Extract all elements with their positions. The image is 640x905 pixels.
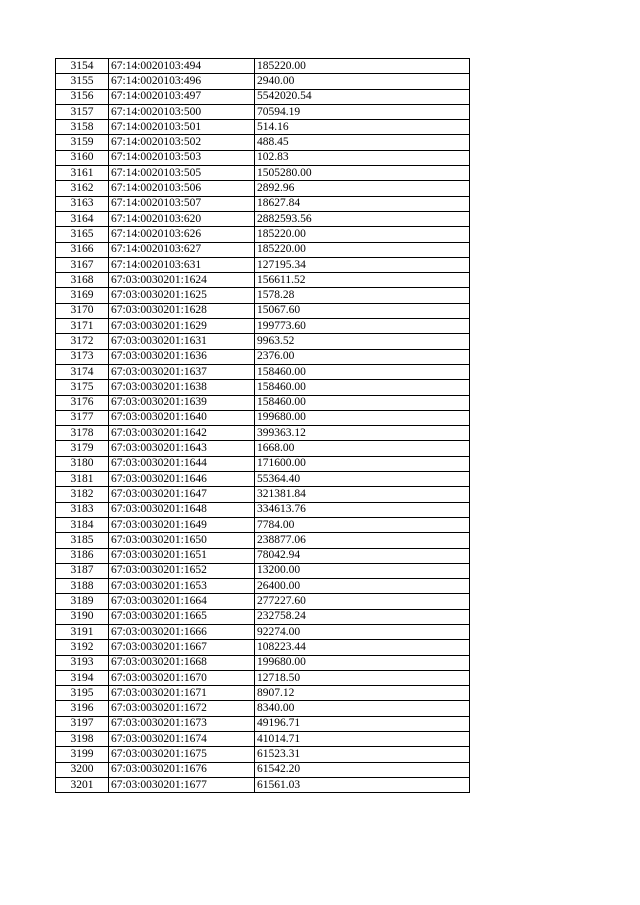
cadastral-number-cell: 67:14:0020103:620 [109, 211, 255, 226]
cadastral-number-cell: 67:14:0020103:502 [109, 135, 255, 150]
row-number-cell: 3175 [56, 380, 109, 395]
row-number-cell: 3181 [56, 472, 109, 487]
value-cell: 5542020.54 [255, 89, 470, 104]
cadastral-number-cell: 67:03:0030201:1670 [109, 670, 255, 685]
table-body [56, 59, 470, 793]
row-number-cell: 3161 [56, 166, 109, 181]
row-number-cell: 3169 [56, 288, 109, 303]
table-row [56, 732, 470, 747]
cadastral-number-cell: 67:03:0030201:1643 [109, 441, 255, 456]
table-row [56, 686, 470, 701]
value-cell: 158460.00 [255, 380, 470, 395]
cadastral-number-cell: 67:03:0030201:1647 [109, 487, 255, 502]
table-row [56, 227, 470, 242]
row-number-cell: 3199 [56, 747, 109, 762]
row-number-cell: 3172 [56, 334, 109, 349]
cadastral-number-cell: 67:03:0030201:1666 [109, 624, 255, 639]
cadastral-number-cell: 67:14:0020103:507 [109, 196, 255, 211]
row-number-cell: 3160 [56, 150, 109, 165]
value-cell: 2376.00 [255, 349, 470, 364]
table-row [56, 288, 470, 303]
table-row [56, 196, 470, 211]
value-cell: 61542.20 [255, 762, 470, 777]
table-row [56, 211, 470, 226]
value-cell: 8907.12 [255, 686, 470, 701]
row-number-cell: 3183 [56, 502, 109, 517]
row-number-cell: 3171 [56, 319, 109, 334]
value-cell: 2892.96 [255, 181, 470, 196]
row-number-cell: 3178 [56, 426, 109, 441]
table-row [56, 533, 470, 548]
table-row [56, 563, 470, 578]
cadastral-number-cell: 67:03:0030201:1652 [109, 563, 255, 578]
table-row [56, 502, 470, 517]
table-row [56, 624, 470, 639]
value-cell: 41014.71 [255, 732, 470, 747]
value-cell: 8340.00 [255, 701, 470, 716]
value-cell: 334613.76 [255, 502, 470, 517]
row-number-cell: 3184 [56, 517, 109, 532]
row-number-cell: 3180 [56, 456, 109, 471]
cadastral-number-cell: 67:14:0020103:500 [109, 104, 255, 119]
value-cell: 102.83 [255, 150, 470, 165]
value-cell: 238877.06 [255, 533, 470, 548]
table-row [56, 74, 470, 89]
cadastral-number-cell: 67:03:0030201:1672 [109, 701, 255, 716]
value-cell: 61523.31 [255, 747, 470, 762]
value-cell: 199680.00 [255, 410, 470, 425]
row-number-cell: 3158 [56, 120, 109, 135]
row-number-cell: 3168 [56, 273, 109, 288]
value-cell: 2940.00 [255, 74, 470, 89]
table-row [56, 181, 470, 196]
value-cell: 61561.03 [255, 777, 470, 792]
cadastral-number-cell: 67:03:0030201:1624 [109, 273, 255, 288]
row-number-cell: 3162 [56, 181, 109, 196]
value-cell: 185220.00 [255, 227, 470, 242]
value-cell: 514.16 [255, 120, 470, 135]
value-cell: 55364.40 [255, 472, 470, 487]
row-number-cell: 3185 [56, 533, 109, 548]
table-row [56, 670, 470, 685]
table-row [56, 640, 470, 655]
table-row [56, 166, 470, 181]
table-row [56, 59, 470, 74]
table-row [56, 762, 470, 777]
row-number-cell: 3173 [56, 349, 109, 364]
cadastral-number-cell: 67:03:0030201:1653 [109, 579, 255, 594]
value-cell: 70594.19 [255, 104, 470, 119]
table-row [56, 410, 470, 425]
row-number-cell: 3189 [56, 594, 109, 609]
cadastral-number-cell: 67:14:0020103:505 [109, 166, 255, 181]
cadastral-number-cell: 67:03:0030201:1639 [109, 395, 255, 410]
table-row [56, 395, 470, 410]
row-number-cell: 3198 [56, 732, 109, 747]
cadastral-number-cell: 67:03:0030201:1638 [109, 380, 255, 395]
table-row [56, 716, 470, 731]
value-cell: 488.45 [255, 135, 470, 150]
cadastral-number-cell: 67:03:0030201:1676 [109, 762, 255, 777]
value-cell: 1578.28 [255, 288, 470, 303]
table-row [56, 120, 470, 135]
value-cell: 108223.44 [255, 640, 470, 655]
cadastral-number-cell: 67:03:0030201:1673 [109, 716, 255, 731]
value-cell: 1668.00 [255, 441, 470, 456]
cadastral-number-cell: 67:03:0030201:1668 [109, 655, 255, 670]
data-table [55, 58, 470, 793]
cadastral-number-cell: 67:03:0030201:1646 [109, 472, 255, 487]
table-row [56, 242, 470, 257]
row-number-cell: 3196 [56, 701, 109, 716]
row-number-cell: 3157 [56, 104, 109, 119]
table-row [56, 319, 470, 334]
value-cell: 277227.60 [255, 594, 470, 609]
row-number-cell: 3176 [56, 395, 109, 410]
row-number-cell: 3187 [56, 563, 109, 578]
value-cell: 127195.34 [255, 257, 470, 272]
table-row [56, 334, 470, 349]
table-row [56, 303, 470, 318]
table-row [56, 594, 470, 609]
row-number-cell: 3192 [56, 640, 109, 655]
cadastral-number-cell: 67:03:0030201:1628 [109, 303, 255, 318]
row-number-cell: 3156 [56, 89, 109, 104]
value-cell: 158460.00 [255, 364, 470, 379]
cadastral-number-cell: 67:03:0030201:1640 [109, 410, 255, 425]
cadastral-number-cell: 67:14:0020103:501 [109, 120, 255, 135]
table-row [56, 380, 470, 395]
value-cell: 185220.00 [255, 242, 470, 257]
cadastral-number-cell: 67:03:0030201:1664 [109, 594, 255, 609]
row-number-cell: 3167 [56, 257, 109, 272]
row-number-cell: 3182 [56, 487, 109, 502]
cadastral-number-cell: 67:14:0020103:496 [109, 74, 255, 89]
cadastral-number-cell: 67:14:0020103:494 [109, 59, 255, 74]
value-cell: 171600.00 [255, 456, 470, 471]
table-row [56, 364, 470, 379]
row-number-cell: 3154 [56, 59, 109, 74]
row-number-cell: 3177 [56, 410, 109, 425]
value-cell: 156611.52 [255, 273, 470, 288]
row-number-cell: 3163 [56, 196, 109, 211]
row-number-cell: 3197 [56, 716, 109, 731]
cadastral-number-cell: 67:14:0020103:626 [109, 227, 255, 242]
cadastral-number-cell: 67:03:0030201:1677 [109, 777, 255, 792]
row-number-cell: 3159 [56, 135, 109, 150]
value-cell: 26400.00 [255, 579, 470, 594]
table-row [56, 472, 470, 487]
value-cell: 199680.00 [255, 655, 470, 670]
table-row [56, 441, 470, 456]
table-row [56, 104, 470, 119]
cadastral-number-cell: 67:03:0030201:1650 [109, 533, 255, 548]
cadastral-number-cell: 67:14:0020103:503 [109, 150, 255, 165]
value-cell: 1505280.00 [255, 166, 470, 181]
cadastral-number-cell: 67:03:0030201:1671 [109, 686, 255, 701]
value-cell: 185220.00 [255, 59, 470, 74]
row-number-cell: 3194 [56, 670, 109, 685]
cadastral-number-cell: 67:03:0030201:1667 [109, 640, 255, 655]
value-cell: 92274.00 [255, 624, 470, 639]
row-number-cell: 3188 [56, 579, 109, 594]
table-row [56, 701, 470, 716]
table-row [56, 777, 470, 792]
value-cell: 399363.12 [255, 426, 470, 441]
value-cell: 13200.00 [255, 563, 470, 578]
cadastral-number-cell: 67:03:0030201:1644 [109, 456, 255, 471]
row-number-cell: 3166 [56, 242, 109, 257]
table-row [56, 548, 470, 563]
value-cell: 78042.94 [255, 548, 470, 563]
value-cell: 49196.71 [255, 716, 470, 731]
row-number-cell: 3170 [56, 303, 109, 318]
table-row [56, 747, 470, 762]
table-row [56, 579, 470, 594]
cadastral-number-cell: 67:14:0020103:497 [109, 89, 255, 104]
table-row [56, 655, 470, 670]
table-row [56, 89, 470, 104]
cadastral-number-cell: 67:03:0030201:1651 [109, 548, 255, 563]
cadastral-number-cell: 67:03:0030201:1631 [109, 334, 255, 349]
cadastral-number-cell: 67:03:0030201:1637 [109, 364, 255, 379]
row-number-cell: 3193 [56, 655, 109, 670]
table-row [56, 135, 470, 150]
table-row [56, 426, 470, 441]
cadastral-number-cell: 67:03:0030201:1629 [109, 319, 255, 334]
cadastral-number-cell: 67:03:0030201:1642 [109, 426, 255, 441]
value-cell: 2882593.56 [255, 211, 470, 226]
cadastral-number-cell: 67:03:0030201:1665 [109, 609, 255, 624]
table-row [56, 609, 470, 624]
value-cell: 9963.52 [255, 334, 470, 349]
row-number-cell: 3191 [56, 624, 109, 639]
cadastral-number-cell: 67:03:0030201:1636 [109, 349, 255, 364]
cadastral-number-cell: 67:14:0020103:506 [109, 181, 255, 196]
table-row [56, 456, 470, 471]
row-number-cell: 3155 [56, 74, 109, 89]
value-cell: 15067.60 [255, 303, 470, 318]
table-row [56, 517, 470, 532]
row-number-cell: 3201 [56, 777, 109, 792]
cadastral-number-cell: 67:14:0020103:631 [109, 257, 255, 272]
value-cell: 199773.60 [255, 319, 470, 334]
value-cell: 12718.50 [255, 670, 470, 685]
value-cell: 158460.00 [255, 395, 470, 410]
row-number-cell: 3190 [56, 609, 109, 624]
table-row [56, 257, 470, 272]
row-number-cell: 3200 [56, 762, 109, 777]
row-number-cell: 3179 [56, 441, 109, 456]
value-cell: 7784.00 [255, 517, 470, 532]
value-cell: 232758.24 [255, 609, 470, 624]
row-number-cell: 3174 [56, 364, 109, 379]
row-number-cell: 3186 [56, 548, 109, 563]
value-cell: 321381.84 [255, 487, 470, 502]
row-number-cell: 3164 [56, 211, 109, 226]
row-number-cell: 3195 [56, 686, 109, 701]
cadastral-number-cell: 67:03:0030201:1675 [109, 747, 255, 762]
table-row [56, 349, 470, 364]
table-row [56, 487, 470, 502]
cadastral-number-cell: 67:03:0030201:1648 [109, 502, 255, 517]
cadastral-number-cell: 67:03:0030201:1674 [109, 732, 255, 747]
cadastral-number-cell: 67:03:0030201:1625 [109, 288, 255, 303]
table-row [56, 273, 470, 288]
value-cell: 18627.84 [255, 196, 470, 211]
cadastral-number-cell: 67:03:0030201:1649 [109, 517, 255, 532]
table-row [56, 150, 470, 165]
row-number-cell: 3165 [56, 227, 109, 242]
cadastral-number-cell: 67:14:0020103:627 [109, 242, 255, 257]
